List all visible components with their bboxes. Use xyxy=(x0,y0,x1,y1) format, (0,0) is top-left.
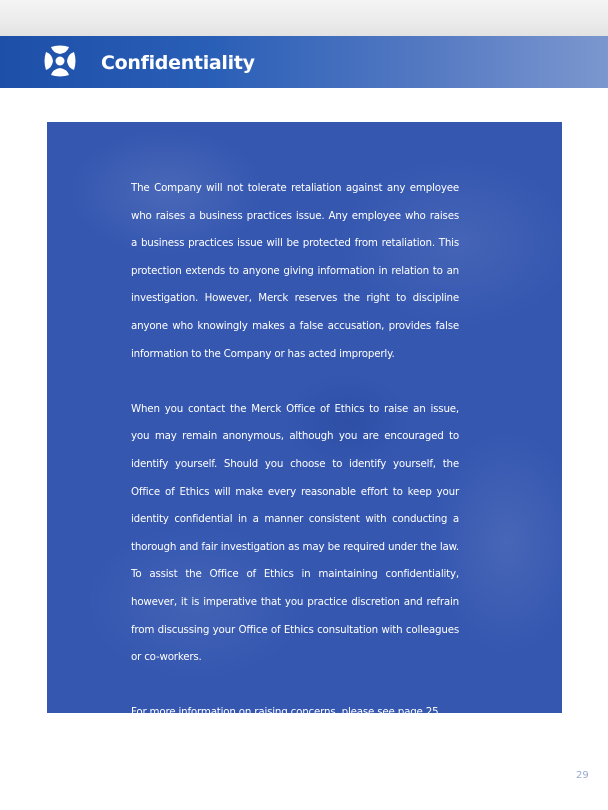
paragraph-retaliation: The Company will not tolerate retaliation against any employee who raises a business practices issue. Any employee who raises a business practices issue will be protected from retaliation. This protection extends to anyone giving information in relation to an investigation. However, Merck reserves the right to discipline anyone who knowingly makes a false accusation, provides false information to the Company or has acted improperly. xyxy=(131,182,459,360)
body-text xyxy=(131,175,459,754)
header-band xyxy=(0,36,608,88)
paragraph-anonymity: When you contact the Merck Office of Ethics to raise an issue, you may remain anonymous, although you are encouraged to identify yourself. Should you choose to identify yourself, the Office of Ethics will make every reasonable effort to keep your identity confidential in a manner consistent with conducting a thorough and fair investigation as may be required under the law. To assist the Office of Ethics in maintaining confidentiality, however, it is imperative that you practice discretion and refrain from discussing your Office of Ethics consultation with colleagues or co-workers. xyxy=(131,402,459,664)
top-texture xyxy=(0,0,608,36)
paragraph-more-information: For more information on raising concerns, please see page 25. xyxy=(131,706,442,719)
page-title: Confidentiality xyxy=(101,52,255,74)
page-number: 29 xyxy=(576,770,589,781)
content-panel xyxy=(47,122,562,719)
merck-logo-icon xyxy=(40,41,80,81)
